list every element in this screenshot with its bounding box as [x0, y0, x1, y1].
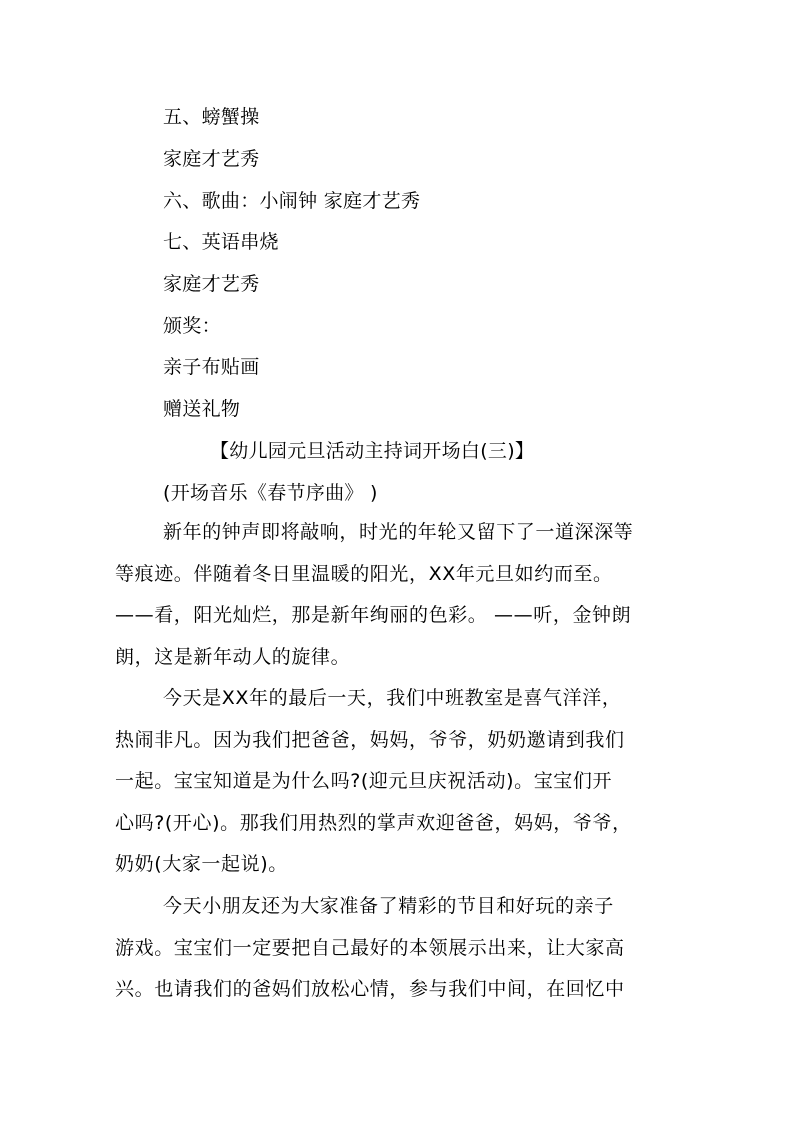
section-heading: 【幼儿园元旦活动主持词开场白(三)】 [210, 440, 535, 462]
list-item: 六、歌曲：小闹钟 家庭才艺秀 [163, 190, 421, 212]
paragraph [115, 886, 685, 1011]
list-item: 家庭才艺秀 [163, 273, 260, 295]
paragraph-line: 等痕迹。伴随着冬日里温暖的阳光，XX年元旦如约而至。 [115, 562, 613, 585]
paragraph-line: 朗，这是新年动人的旋律。 [115, 645, 351, 668]
paragraph-line: 新年的钟声即将敲响，时光的年轮又留下了一道深深等 [163, 521, 634, 543]
paragraph-line: 热闹非凡。因为我们把爸爸，妈妈，爷爷，奶奶邀请到我们 [115, 728, 625, 751]
list-item: 赠送礼物 [163, 398, 241, 420]
paragraph-line: 一起。宝宝知道是为什么吗?(迎元旦庆祝活动)。宝宝们开 [115, 770, 613, 793]
paragraph-line: 心吗?(开心)。那我们用热烈的掌声欢迎爸爸，妈妈，爷爷， [115, 811, 632, 834]
list-item: 亲子布贴画 [163, 356, 260, 378]
paragraph-line: 奶奶(大家一起说)。 [115, 853, 288, 876]
list-item: 颁奖： [163, 315, 221, 337]
music-note: (开场音乐《春节序曲》 ) [163, 482, 378, 504]
paragraph-line: ——看，阳光灿烂，那是新年绚丽的色彩。 ——听，金钟朗 [115, 604, 632, 627]
paragraph-line: 游戏。宝宝们一定要把自己最好的本领展示出来，让大家高 [115, 936, 625, 959]
paragraph [115, 678, 685, 886]
paragraph-line: 今天是XX年的最后一天，我们中班教室是喜气洋洋， [163, 687, 622, 709]
paragraph [115, 512, 685, 678]
paragraph-line: 今天小朋友还为大家准备了精彩的节目和好玩的亲子 [163, 895, 614, 917]
list-item: 五、螃蟹操 [163, 106, 260, 128]
paragraph-line: 兴。也请我们的爸妈们放松心情，参与我们中间，在回忆中 [115, 978, 625, 1001]
list-item: 七、英语串烧 [163, 231, 279, 253]
list-item: 家庭才艺秀 [163, 148, 260, 170]
